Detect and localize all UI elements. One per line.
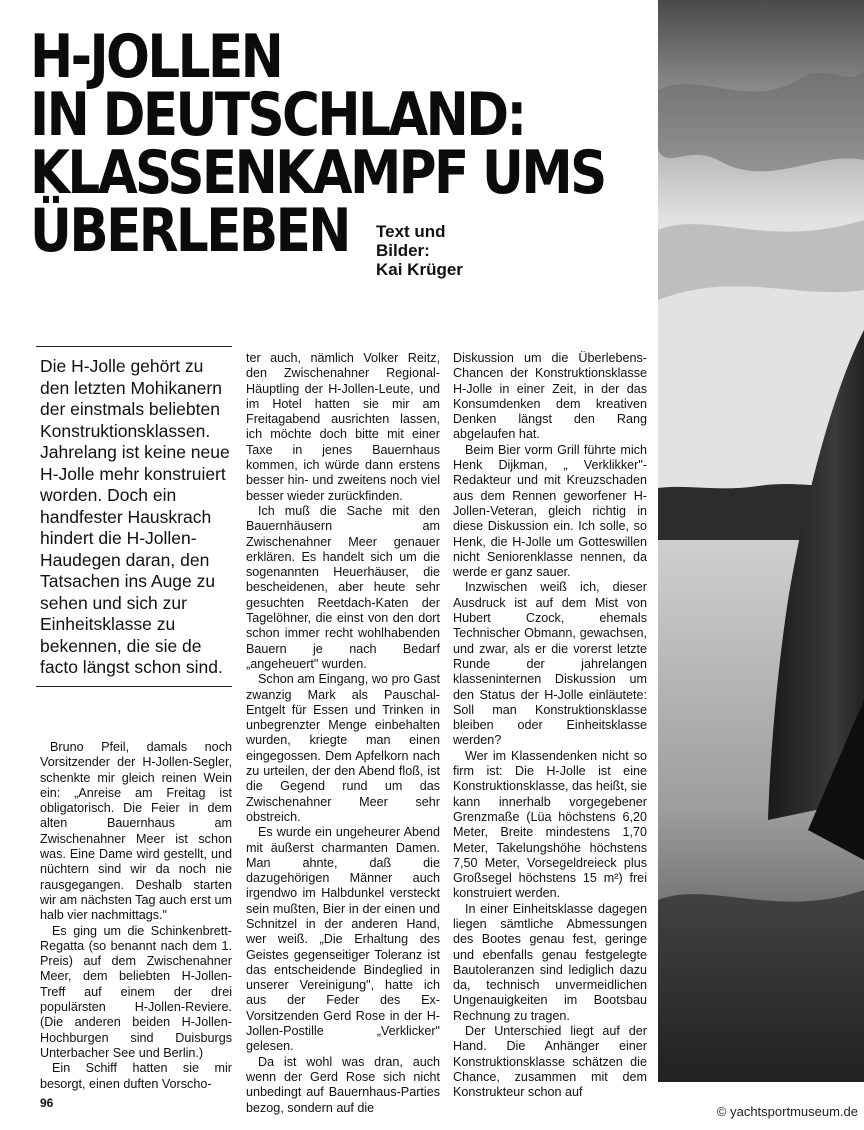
column-2-paragraph-1: ter auch, nämlich Volker Reitz, den Zwischenahner Regional-Häuptling der H-Jollen-Leute, und im Hotel hatten sie mir am Freitagabend ausrichten lassen, ich möchte doch bitte mit einer Taxe in jenes Bauernhaus kommen, ich würde dann erstens besser hin- und zweitens noch viel besser wieder zurückfinden. bbox=[246, 351, 440, 503]
column-1-paragraph-2: Es ging um die Schinkenbrett-Regatta (so benannt nach dem 1. Preis) auf dem Zwischenahner Meer, dem beliebten H-Jollen-Treff auf einem der drei populärsten H-Jollen-Reviere. (Die anderen beiden H-Jollen-Hochburgen sind Duisburgs Unterbacher See und Berlin.) bbox=[40, 923, 232, 1060]
sailing-photo bbox=[658, 0, 864, 1082]
column-3-paragraph-1: Diskussion um die Überlebens-Chancen der Konstruktionsklasse H-Jolle in einer Zeit, in der das Konsumdenken dem kreativen Denken längst den Rang abgelaufen hat. bbox=[453, 351, 647, 442]
source-credit: © yachtsportmuseum.de bbox=[716, 1104, 858, 1119]
headline-line-2: IN DEUTSCHLAND: bbox=[30, 80, 525, 150]
page-number: 96 bbox=[40, 1096, 54, 1110]
wave-shadow bbox=[658, 890, 864, 1082]
intro-paragraph: Die H-Jolle gehört zu den letzten Mohikanern der einstmals beliebten Konstruktionsklassen. Jahrelang ist keine neue H-Jolle mehr konstruiert worden. Doch ein handfester Hauskrach hindert die H-Jollen-Haudegen daran, den Tatsachen ins Auge zu sehen und sich zur Einheitsklasse zu bekennen, die sie de facto längst schon sind. bbox=[40, 356, 230, 677]
byline-line-1: Text und bbox=[376, 222, 446, 241]
byline-line-2: Bilder: bbox=[376, 241, 430, 260]
headline-line-3: KLASSENKAMPF UMS bbox=[30, 138, 605, 208]
column-1-paragraph-3: Ein Schiff hatten sie mir besorgt, einen duften Vorscho- bbox=[40, 1061, 232, 1091]
byline-line-3: Kai Krüger bbox=[376, 260, 463, 279]
column-2 bbox=[246, 351, 440, 1115]
column-2-paragraph-5: Da ist wohl was dran, auch wenn der Gerd Rose sich nicht unbedingt auf Bauernhaus-Parties bezog, sondern auf die bbox=[246, 1054, 440, 1115]
column-3 bbox=[453, 351, 647, 1100]
column-3-paragraph-6: Der Unterschied liegt auf der Hand. Die Anhänger einer Konstruktionsklasse schätzen die Chance, zusammen mit dem Konstrukteur schon auf bbox=[453, 1024, 647, 1100]
intro-top-rule bbox=[36, 346, 232, 347]
byline bbox=[376, 222, 463, 279]
column-3-paragraph-3: Inzwischen weiß ich, dieser Ausdruck ist auf dem Mist von Hubert Czock, ehemals Technischer Obmann, gewachsen, und zwar, als er die vorerst letzte Runde der jahrelangen klasseninternen Diskussion um den Status der H-Jolle einläutete: Soll man Konstruktionsklasse bleiben oder Einheitsklasse werden? bbox=[453, 580, 647, 748]
headline-line-1: H-JOLLEN bbox=[30, 22, 282, 92]
column-3-paragraph-4: Wer im Klassendenken nicht so firm ist: Die H-Jolle ist eine Konstruktionsklasse, das heißt, sie kann innerhalb vorgegebener Grenzmaße (Lüa höchstens 6,20 Meter, Breite mindestens 1,70 Meter, Takelungshöhe höchstens 7,50 Meter, Vorsegeldreieck plus Großsegel höchstens 15 m²) frei konstruiert werden. bbox=[453, 748, 647, 901]
column-1 bbox=[40, 740, 232, 1090]
column-2-paragraph-3: Schon am Eingang, wo pro Gast zwanzig Mark als Pauschal-Entgelt für Essen und Trinken in unbegrenzter Menge einbehalten wurden, kriegte man einen eingegossen. Dem Apfelkorn nach zu urteilen, der den Abend floß, ist die Gegend rund um das Zwischenahner Meer sehr obstreich. bbox=[246, 672, 440, 824]
headline-line-4: ÜBERLEBEN bbox=[30, 196, 349, 266]
column-3-paragraph-5: In einer Einheitsklasse dagegen liegen sämtliche Abmessungen des Bootes genau fest, geringe und ebenfalls genau festgelegte Bautoleranzen sind lediglich dazu da, technisch unvermeidlichen Ungenauigkeiten im Bootsbau Rechnung zu tragen. bbox=[453, 901, 647, 1023]
column-2-paragraph-2: Ich muß die Sache mit den Bauernhäusern am Zwischenahner Meer genauer erklären. Es handelt sich um die sogenannten Heuerhäuser, die bescheidenen, aber heute sehr gesuchten Reetdach-Katen der Tagelöhner, die einst von den dort schon immer recht wohlhabenden Bauern je nach Bedarf „angeheuert" wurden. bbox=[246, 503, 440, 671]
sailing-photo-image bbox=[658, 0, 864, 1082]
intro-bottom-rule bbox=[36, 686, 232, 687]
article-headline bbox=[30, 22, 605, 266]
column-1-paragraph-1: Bruno Pfeil, damals noch Vorsitzender der H-Jollen-Segler, schenkte mir gleich reinen Wein ein: „Anreise am Freitag ist obligatorisch. Die Feier in dem alten Bauernhaus am Zwischenahner Meer ist schon was. Eine Dame wird gestellt, und nüchtern sind wir da noch nie rausgegangen. Deshalb starten wir am nächsten Tag auch erst um halb vier nachmittags." bbox=[40, 740, 232, 923]
column-2-paragraph-4: Es wurde ein ungeheurer Abend mit äußerst charmanten Damen. Man ahnte, daß die dazugehörigen Männer auch irgendwo im Halbdunkel versteckt sein mußten, Bier in der einen und Schnitzel in der anderen Hand, wer weiß. „Die Erhaltung des Geistes gegenseitiger Toleranz ist das entscheidende Bindeglied in unserer Vereinigung", hatte ich aus der Feder des Ex-Vorsitzenden Gerd Rose in der H-Jollen-Postille „Verklicker" gelesen. bbox=[246, 825, 440, 1054]
column-3-paragraph-2: Beim Bier vorm Grill führte mich Henk Dijkman, „ Verklikker"-Redakteur und mit Kreuzschaden aus dem Rennen geworfener H-Jollen-Veteran, gleich richtig in diese Diskussion ein. Ich solle, so Henk, die H-Jolle um Gotteswillen nicht Seniorenklasse nennen, da werde er ganz sauer. bbox=[453, 442, 647, 580]
